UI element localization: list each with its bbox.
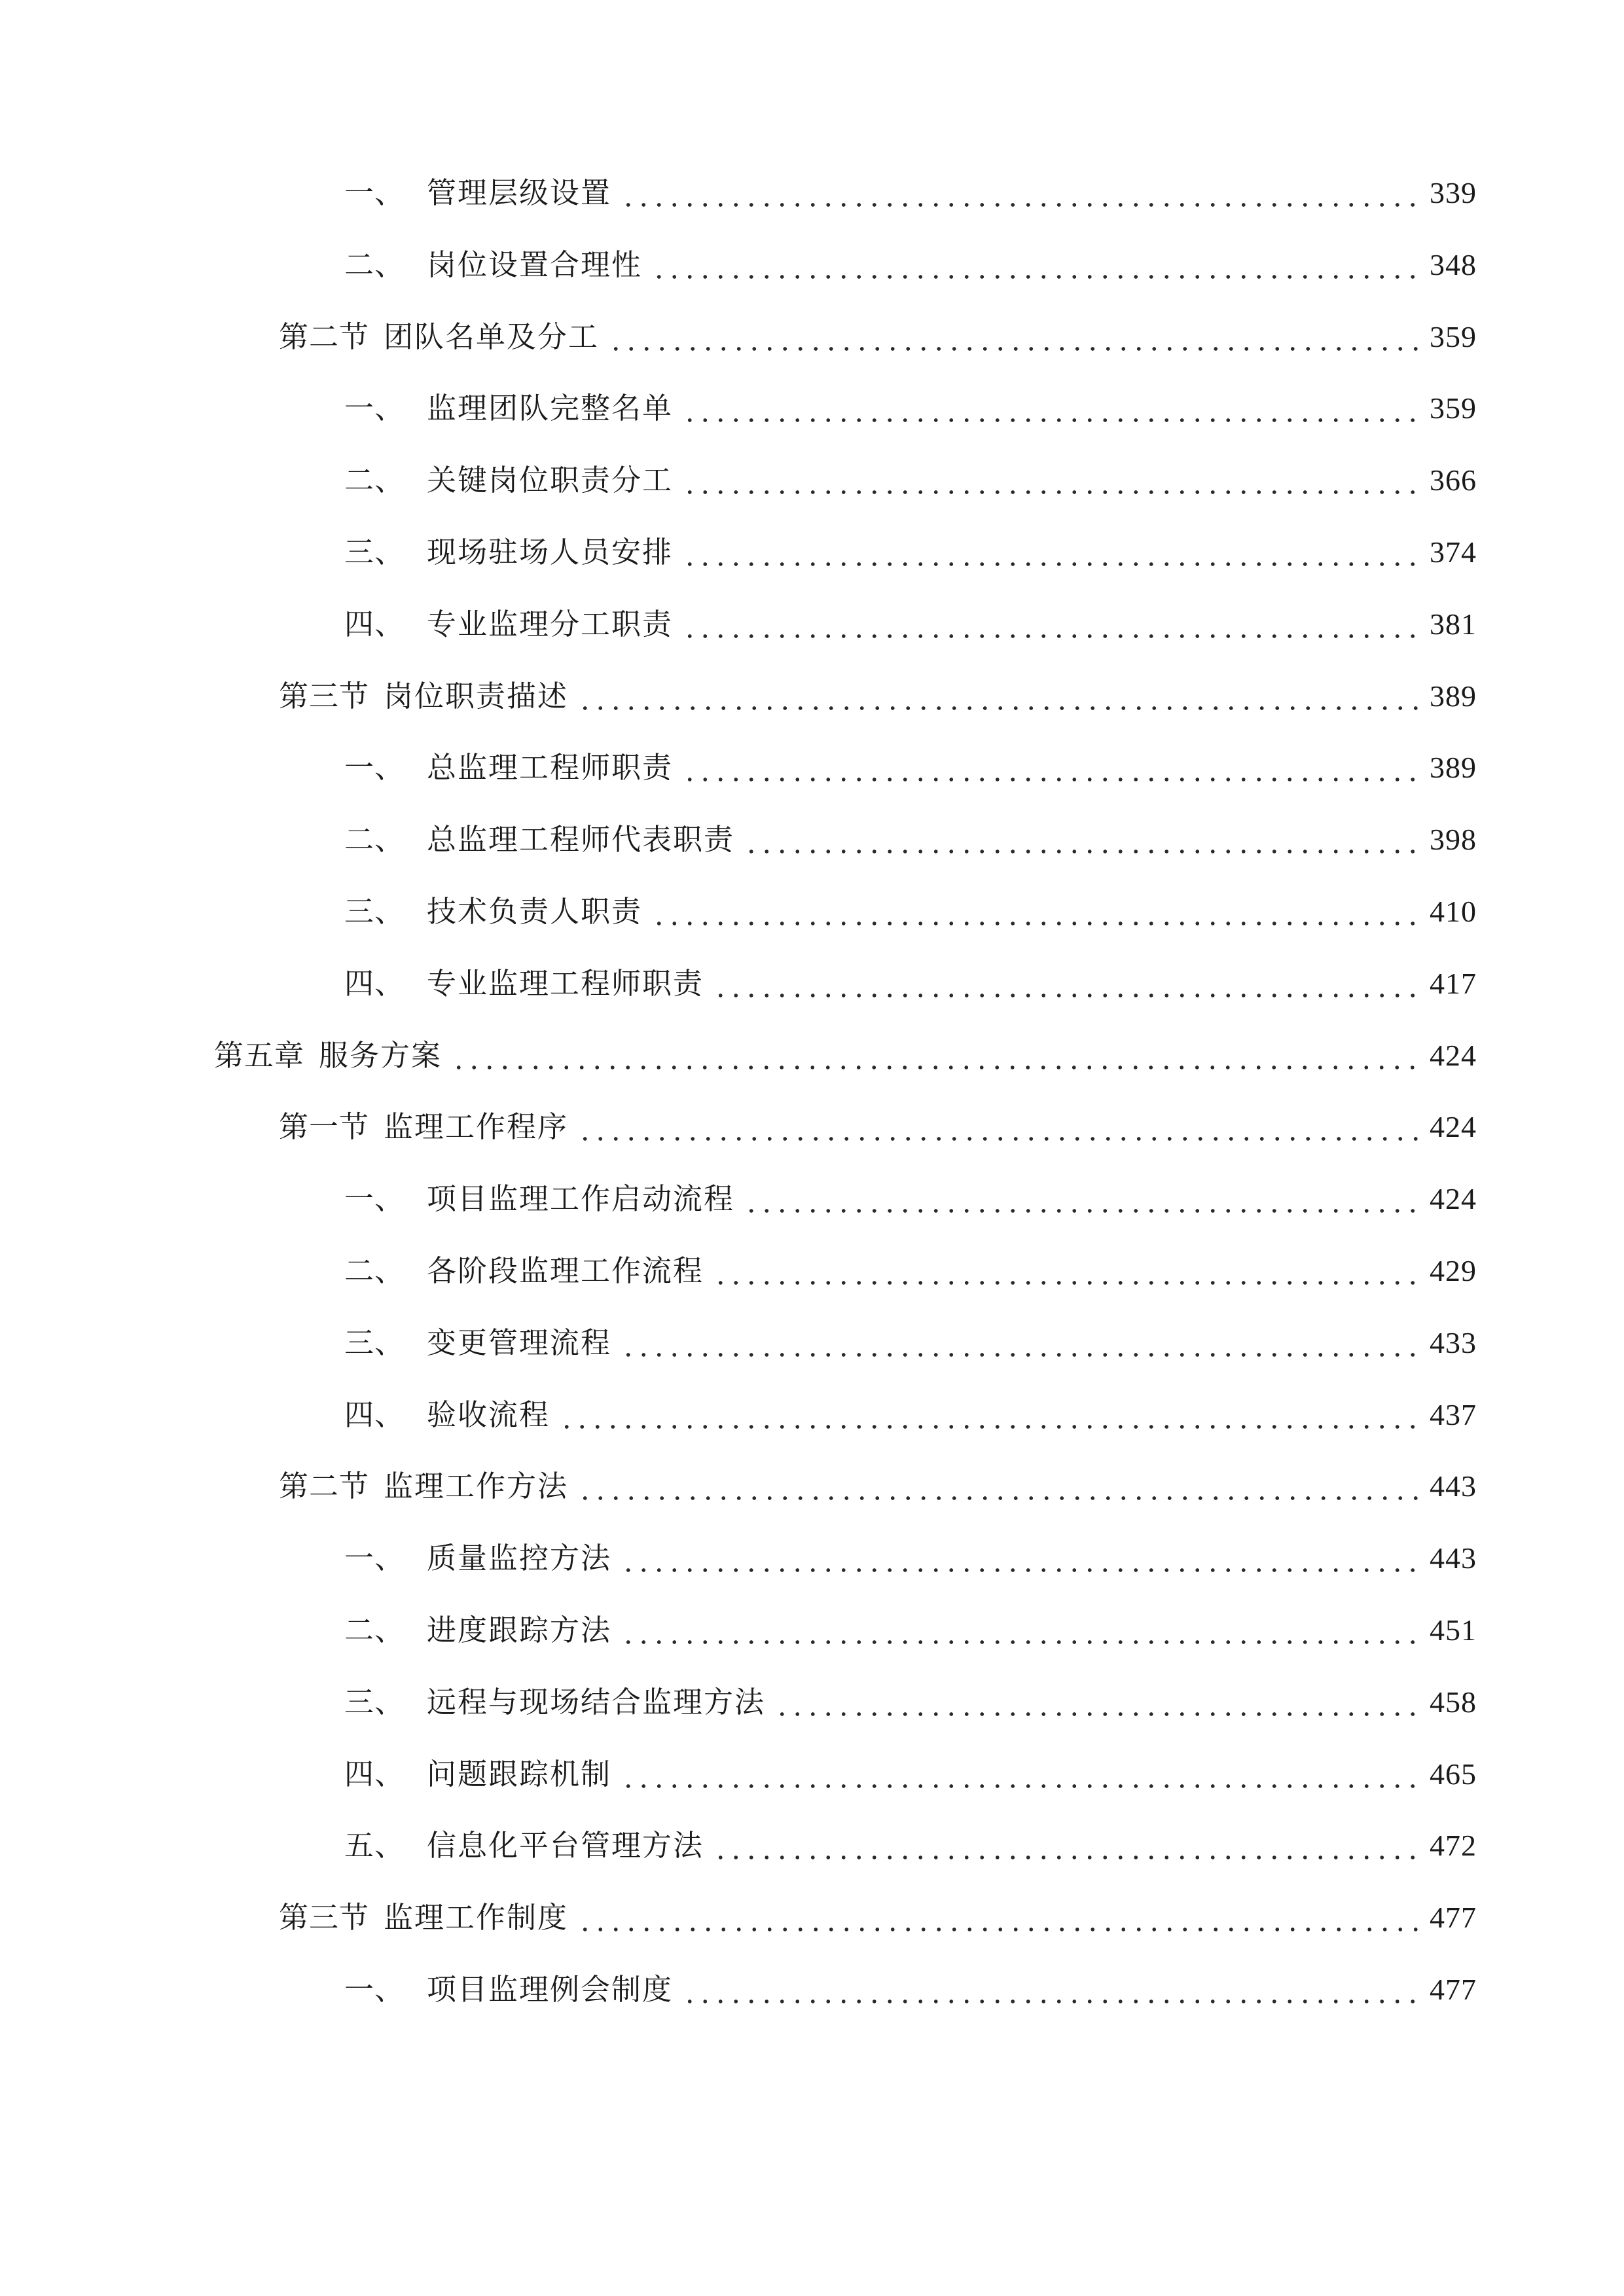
dot-leader xyxy=(577,670,1418,723)
toc-entry-title: 服务方案 xyxy=(319,1037,442,1073)
dot-leader xyxy=(682,1964,1418,2016)
dot-leader xyxy=(651,886,1418,938)
toc-entry-page-number: 477 xyxy=(1430,1973,1477,2006)
toc-entry-number: 三、 xyxy=(344,1325,405,1360)
toc-entry[interactable] xyxy=(344,1820,1477,1872)
toc-entry-page-number: 359 xyxy=(1430,391,1477,425)
toc-entry[interactable] xyxy=(344,239,1477,291)
toc-entry-page-number: 374 xyxy=(1430,535,1477,569)
toc-entry-page-number: 477 xyxy=(1430,1901,1477,1935)
toc-entry[interactable] xyxy=(344,1964,1477,2016)
toc-entry-number: 三、 xyxy=(344,535,405,569)
toc-entry-number: 第二节 xyxy=(279,319,370,354)
toc-entry-page-number: 451 xyxy=(1430,1613,1477,1647)
toc-entry-number: 五、 xyxy=(344,1828,405,1863)
toc-entry-title: 远程与现场结合监理方法 xyxy=(427,1684,766,1719)
toc-entry-title: 专业监理工程师职责 xyxy=(427,965,704,1001)
toc-entry-title: 技术负责人职责 xyxy=(427,894,643,929)
toc-entry-title: 验收流程 xyxy=(427,1397,550,1432)
dot-leader xyxy=(713,1820,1418,1872)
toc-entry[interactable] xyxy=(344,1676,1477,1729)
toc-entry-page-number: 389 xyxy=(1430,751,1477,785)
dot-leader xyxy=(682,598,1418,651)
toc-entry-title: 总监理工程师代表职责 xyxy=(427,822,735,857)
dot-leader xyxy=(451,1030,1418,1082)
toc-entry[interactable] xyxy=(344,1245,1477,1297)
toc-entry-title: 变更管理流程 xyxy=(427,1325,612,1360)
toc-entry-title: 管理层级设置 xyxy=(427,175,612,210)
toc-entry-title: 质量监控方法 xyxy=(427,1541,612,1576)
dot-leader xyxy=(713,1245,1418,1297)
toc-entry-page-number: 398 xyxy=(1430,823,1477,857)
dot-leader xyxy=(577,1460,1418,1513)
toc-entry-title: 总监理工程师职责 xyxy=(427,750,674,785)
toc-entry-number: 一、 xyxy=(344,391,405,426)
toc-entry-number: 四、 xyxy=(344,1756,405,1791)
toc-entry[interactable] xyxy=(279,311,1477,363)
toc-entry-title: 监理工作方法 xyxy=(384,1469,569,1504)
dot-leader xyxy=(577,1892,1418,1944)
toc-entry[interactable] xyxy=(344,886,1477,938)
dot-leader xyxy=(577,1101,1418,1153)
toc-entry-title: 现场驻场人员安排 xyxy=(427,535,674,569)
toc-entry[interactable] xyxy=(344,454,1477,507)
toc-entry-title: 团队名单及分工 xyxy=(384,319,600,354)
toc-entry-number: 二、 xyxy=(344,463,405,498)
toc-entry-page-number: 359 xyxy=(1430,319,1477,353)
dot-leader xyxy=(744,814,1418,866)
toc-entry-title: 各阶段监理工作流程 xyxy=(427,1253,704,1288)
toc-entry[interactable] xyxy=(214,1030,1477,1082)
toc-entry-number: 一、 xyxy=(344,175,405,210)
dot-leader xyxy=(744,1173,1418,1225)
toc-entry[interactable] xyxy=(344,382,1477,435)
dot-leader xyxy=(559,1389,1418,1441)
toc-entry[interactable] xyxy=(279,1101,1477,1153)
toc-entry[interactable] xyxy=(279,1892,1477,1944)
toc-entry-title: 项目监理工作启动流程 xyxy=(427,1181,735,1217)
toc-entry[interactable] xyxy=(344,742,1477,794)
toc-entry-page-number: 465 xyxy=(1430,1757,1477,1791)
toc-entry-page-number: 458 xyxy=(1430,1685,1477,1719)
toc-entry-page-number: 366 xyxy=(1430,463,1477,497)
toc-entry[interactable] xyxy=(344,598,1477,651)
toc-entry-title: 信息化平台管理方法 xyxy=(427,1828,704,1863)
toc-entry-number: 一、 xyxy=(344,750,405,785)
toc-entry-number: 第五章 xyxy=(214,1037,305,1073)
toc-entry[interactable] xyxy=(344,1532,1477,1585)
toc-entry-number: 二、 xyxy=(344,1253,405,1288)
toc-entry-title: 专业监理分工职责 xyxy=(427,606,674,641)
toc-entry-number: 一、 xyxy=(344,1972,405,2007)
toc-entry-page-number: 348 xyxy=(1430,247,1477,281)
toc-entry[interactable] xyxy=(344,1389,1477,1441)
toc-entry-page-number: 424 xyxy=(1430,1038,1477,1072)
toc-entry-title: 问题跟踪机制 xyxy=(427,1756,612,1791)
toc-entry-title: 进度跟踪方法 xyxy=(427,1613,612,1647)
dot-leader xyxy=(608,311,1418,363)
toc-entry-title: 监理工作程序 xyxy=(384,1109,569,1145)
toc-entry[interactable] xyxy=(344,1317,1477,1369)
dot-leader xyxy=(621,167,1418,219)
dot-leader xyxy=(621,1604,1418,1657)
toc-entry[interactable] xyxy=(344,814,1477,866)
toc-entry-title: 岗位设置合理性 xyxy=(427,247,643,282)
toc-entry-number: 第二节 xyxy=(279,1469,370,1504)
dot-leader xyxy=(682,454,1418,507)
toc-entry-page-number: 339 xyxy=(1430,176,1477,209)
toc-entry-page-number: 424 xyxy=(1430,1182,1477,1216)
toc-entry-page-number: 424 xyxy=(1430,1110,1477,1144)
toc-entry-page-number: 389 xyxy=(1430,679,1477,713)
toc-entry-number: 第三节 xyxy=(279,1900,370,1935)
toc-entry[interactable] xyxy=(344,1748,1477,1801)
toc-entry-number: 第一节 xyxy=(279,1109,370,1145)
toc-entry-page-number: 417 xyxy=(1430,966,1477,1000)
toc-entry-page-number: 433 xyxy=(1430,1325,1477,1359)
toc-entry-page-number: 429 xyxy=(1430,1254,1477,1287)
toc-entry-number: 四、 xyxy=(344,606,405,641)
dot-leader xyxy=(621,1317,1418,1369)
toc-entry[interactable] xyxy=(344,526,1477,579)
toc-entry-number: 四、 xyxy=(344,1397,405,1432)
dot-leader xyxy=(682,382,1418,435)
toc-entry-number: 一、 xyxy=(344,1541,405,1576)
toc-entry[interactable] xyxy=(279,1460,1477,1513)
dot-leader xyxy=(621,1748,1418,1801)
toc-entry-title: 关键岗位职责分工 xyxy=(427,463,674,498)
toc-entry-number: 三、 xyxy=(344,894,405,929)
toc-entry-number: 一、 xyxy=(344,1181,405,1217)
toc-entry-page-number: 437 xyxy=(1430,1397,1477,1431)
toc-entry[interactable] xyxy=(344,958,1477,1010)
toc-entry[interactable] xyxy=(279,670,1477,723)
toc-entry-title: 监理工作制度 xyxy=(384,1900,569,1935)
dot-leader xyxy=(682,526,1418,579)
dot-leader xyxy=(682,742,1418,794)
toc-entry-number: 二、 xyxy=(344,822,405,857)
dot-leader xyxy=(713,958,1418,1010)
toc-entry-title: 项目监理例会制度 xyxy=(427,1972,674,2007)
toc-entry-number: 二、 xyxy=(344,1613,405,1647)
toc-entry-page-number: 472 xyxy=(1430,1829,1477,1863)
toc-entry-page-number: 443 xyxy=(1430,1469,1477,1503)
dot-leader xyxy=(621,1532,1418,1585)
dot-leader xyxy=(774,1676,1418,1729)
dot-leader xyxy=(651,239,1418,291)
toc-entry-number: 二、 xyxy=(344,247,405,282)
toc-entry[interactable] xyxy=(344,167,1477,219)
toc-entry[interactable] xyxy=(344,1173,1477,1225)
toc-entry-number: 第三节 xyxy=(279,678,370,713)
toc-entry-page-number: 381 xyxy=(1430,607,1477,641)
toc-entry-page-number: 443 xyxy=(1430,1541,1477,1575)
toc-entry[interactable] xyxy=(344,1604,1477,1657)
toc-entry-title: 监理团队完整名单 xyxy=(427,391,674,426)
toc-entry-number: 四、 xyxy=(344,965,405,1001)
toc-entry-number: 三、 xyxy=(344,1684,405,1719)
toc-entry-page-number: 410 xyxy=(1430,895,1477,928)
toc-entry-title: 岗位职责描述 xyxy=(384,678,569,713)
